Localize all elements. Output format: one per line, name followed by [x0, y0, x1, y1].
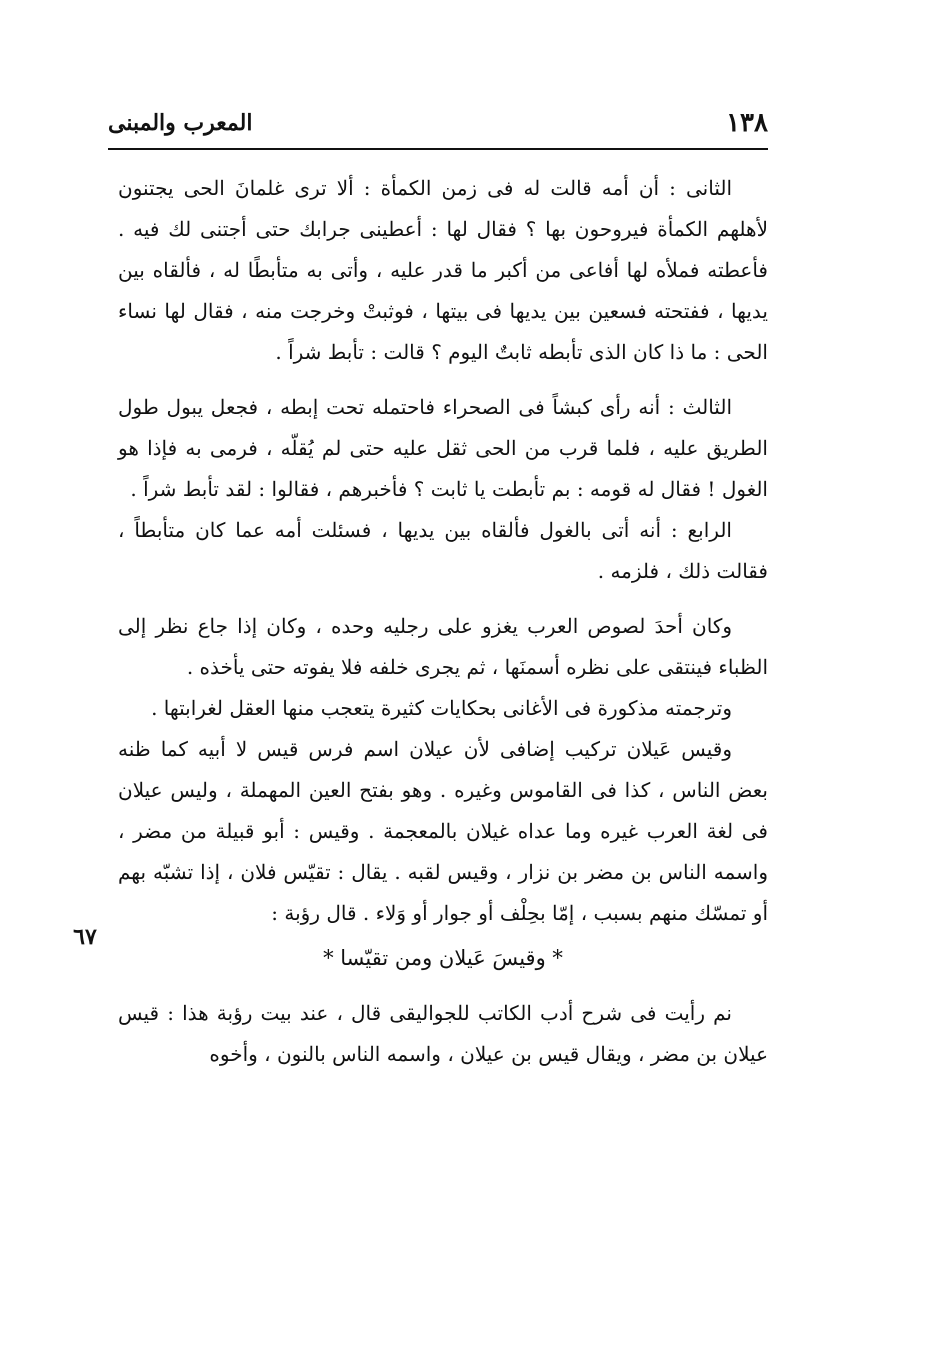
header-rule — [108, 148, 768, 150]
paragraph-fourth-account: الرابع : أنه أتى بالغول فألقاه بين يديها ، فسئلت أمه عما كان متأبطاً ، فقالت ذلك ، فلزمه . — [118, 518, 768, 583]
margin-number: ٦٧ — [73, 924, 97, 950]
page-number: ١٣٨ — [726, 108, 768, 138]
verse-line: * وقيسَ عَيلان ومن تقيّسا * — [323, 946, 563, 970]
running-title: المعرب والمبنى — [108, 110, 253, 136]
paragraph-third-account: الثالث : أنه رأى كبشاً فى الصحراء فاحتمله تحت إبطه ، فجعل يبول طول الطريق عليه ، فلما قرب من الحى ثقل عليه حتى لم يُقلّه ، فرمى به فإذا هو الغول ! فقال له قومه : بم تأبطت يا ثابت ؟ فأخبرهم ، فقالوا : لقد تأبط شراً . — [118, 395, 768, 501]
page-header — [108, 104, 768, 148]
paragraph-bandit: وكان أحدَ لصوص العرب يغزو على رجليه وحده ، وكان إذا جاع نظر إلى الظباء فينتقى على نظره أسمنَها ، ثم يجرى خلفه فلا يفوته حتى يأخذه . — [118, 614, 768, 679]
paragraph-second-account: الثانى : أن أمه قالت له فى زمن الكمأة : ألا ترى غلمانَ الحى يجتنون لأهلهم الكمأة فيروحون بها ؟ فقال لها : أعطينى جرابك حتى أجتنى لك فيه . فأعطته فملأه لها أفاعى من أكبر ما قدر عليه ، وأتى به متأبطًا له ، فألقاه بين يديها ، ففتحته فسعين بين يديها فى بيتها ، فوثبتْ وخرجت منه ، فقال لها نساء الحى : ما ذا كان الذى تأبطه ثابتٌ اليوم ؟ قالت : تأبط شراً . — [118, 176, 768, 364]
paragraph-jawaliqi: نم رأيت فى شرح أدب الكاتب للجواليقى قال ، عند بيت رؤبة هذا : قيس عيلان بن مضر ، ويقال قيس بن عيلان ، واسمه الناس بالنون ، وأخوه — [118, 1001, 768, 1066]
paragraph-aghani: وترجمته مذكورة فى الأغانى بحكايات كثيرة يتعجب منها العقل لغرابتها . — [151, 696, 732, 720]
body-text — [118, 168, 768, 1075]
paragraph-qays-aylan: وقيس عَيلان تركيب إضافى لأن عيلان اسم فرس قيس لا أبيه كما ظنه بعض الناس ، كذا فى القاموس وغيره . وهو بفتح العين المهملة ، وليس عيلان فى لغة العرب غيره وما عداه غيلان بالمعجمة . وقيس : أبو قبيلة من مضر ، واسمه الناس بن مضر بن نزار ، وقيس لقبه . يقال : تقيّس فلان ، إذا تشبّه بهم أو تمسّك منهم بسبب ، إمّا بحِلْف أو جوار أو وَلاء . قال رؤبة : — [118, 737, 768, 925]
